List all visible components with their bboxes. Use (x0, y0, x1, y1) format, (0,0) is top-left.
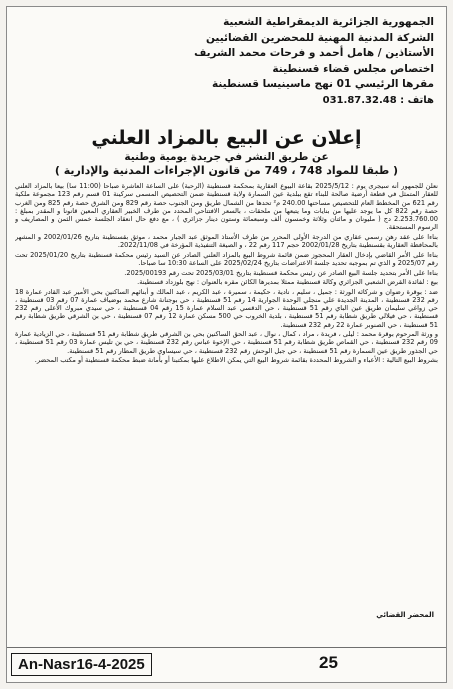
company-line: الشركة المدنية المهنية للمحضرين القضائيين (205, 31, 434, 44)
page-number: 25 (319, 653, 338, 672)
publication-date: An-Nasr16-4-2025 (11, 653, 152, 676)
objections-paragraph: بناءا على الأمر القاضي بإدخال العقار المحجوز ضمن قائمة شروط البيع بالمزاد العلني الصادر عن السيد رئيس محكمة قسنطينة بتاريخ 2025/01/20 تحت رقم 2025/07 و الذي تم بموجبه تحديد جلسة الاعتراضات بتاريخ 2025/02/24 على الساعة 10:30 سا صباحا. (15, 250, 438, 268)
office-address: مقرها الرئيسي 01 نهج ماسينيسا قسنطينة (211, 78, 434, 90)
page-footer (7, 647, 446, 682)
heirs-paragraph: و ورثة المرحوم بوقرة محمد : ليلى ، فريدة ، مراد ، كمال ، نوال ، عبد الحق الساكنين بحي بن الشرقي طريق شطابة رقم 51 قسنطينة ، حي الزيادية عمارة 09 رقم 232 قسنطينة ، حي القماص طريق شطابة رقم 51 قسنطينة ، حي الإخوة عباس رقم 232 قسنطينة ، حي بن تليس عمارة 03 رقم 51 قسنطينة ، حي الجذور طريق عين السمارة رقم 51 قسنطينة ، حي جبل الوحش رقم 232 قسنطينة ، حي سيساوي طريق المطار رقم 51 قسنطينة. (15, 330, 438, 355)
notice-subtitle: عن طريق النشر في جريدة يومية وطنية (124, 151, 329, 163)
bailiff-letterhead (7, 7, 446, 108)
jurisdiction-line: اختصاص مجلس قضاء قسنطينة (272, 62, 434, 75)
debtors-paragraph: ضد : بوقرة رضوان و شركائه الورثة : جميل ، سليم ، نادية ، حكيمة ، سميرة ، عبد الكريم ، عبد المالك و أبنائهم الساكنين بحي الأمير عبد القادر عمارة 18 رقم 232 قسنطينة ، المدينة الجديدة علي منجلي الوحدة الجوارية 14 رقم 51 قسنطينة ، حي بوجنانة شارع محمد بوضياف عمارة 07 رقم 03 قسنطينة ، حي زواغي سليمان طريق عين الباي رقم 51 قسنطينة ، حي الدقسي عبد السلام عمارة 15 رقم 04 قسنطينة ، حي سيدي مبروك الأعلى رقم 232 قسنطينة ، حي فيلالي طريق شطابة رقم 51 قسنطينة ، بلدية الخروب حي 500 مسكن عمارة 12 رقم 07 قسنطينة ، حي بن الشرقي طريق شطابة رقم 51 قسنطينة ، حي الصنوبر عمارة 22 رقم 232 قسنطينة. (15, 287, 438, 329)
conditions-paragraph: بشروط البيع التالية : الأعباء و الشروط المحددة بقائمة شروط البيع التي يمكن الاطلاع عليها بمكتبنا أو بأمانة ضبط محكمة قسنطينة أو مكتب المحضر. (34, 356, 438, 365)
sale-order-paragraph: بناءا على الأمر بتحديد جلسة البيع الصادر عن رئيس محكمة قسنطينة بتاريخ 2025/03/01 تحت رقم 2025/00193. (124, 268, 438, 277)
mortgage-paragraph: بناءا على عقد رهن رسمي عقاري من الدرجة الأولى المحرر من طرف الأستاذ الموثق عبد الجبار محمد ، موثق بقسنطينة بتاريخ 2002/01/26 و المشهر بالمحافظة العقارية بقسنطينة بتاريخ 2002/01/28 حجم 117 رقم 22 ، و الصيغة التنفيذية المؤرخة في 2022/11/08. (15, 232, 438, 250)
bailiffs-names: الأستاذين / هامل أحمد و فرحات محمد الشريف (194, 47, 434, 59)
office-phone: هاتف : 031.87.32.48 (322, 94, 434, 106)
auction-paragraph: نعلن للجمهور أنه سيجرى يوم : 2025/5/12 بقاعة البيوع العقارية بمحكمة قسنطينة (الرحبة) على الساعة العاشرة صباحا (11:00 سا) بيعا بالمزاد العلني للعقار المتمثل في قطعة أرضية صالحة للبناء تقع ببلدية عين السمارة ولاية قسنطينة ضمن التحصيص المسمى سركينة 01 قسم رقم 123 مجموعة ملكية رقم 621 من المخطط العام للتحصيص مساحتها 240.00 م² تحدها من الشمال طريق ومن الجنوب حصة رقم 829 ومن الشرق حصة رقم 825 ومن الغرب حصة رقم 822 كل ما يوجد عليها من بنايات وما يتبعها من ملحقات ، بالسعر الافتتاحي المحدد من طرف الخبير العقاري المعين قانونا و المقدر بمبلغ : 2.253.760.00 دج ( مليونان و مائتان وثلاثة وخمسون ألف وسبعمائة وستون دينار جزائري ) ، مع دفع حال انعقاد الجلسة خمس الثمن و المصاريف و الرسوم المستحقة. (15, 182, 438, 232)
bailiff-signature: المحضر القضائي (376, 611, 434, 619)
creditor-paragraph: بيع : لفائدة القرض الشعبي الجزائري وكالة قسنطينة ممثلا بمديرها الكائن مقره بالعنوان : نهج بلوزداد قسنطينة. (137, 278, 438, 287)
notice-title: إعلان عن البيع بالمزاد العلني (91, 127, 362, 149)
republic-line: الجمهورية الجزائرية الديمقراطية الشعبية (223, 16, 434, 28)
notice-body (15, 182, 438, 678)
legal-reference: ( طبقا للمواد 748 ، 749 من قانون الإجراءات المدنية والإدارية ) (54, 164, 399, 177)
newspaper-page (6, 6, 447, 683)
